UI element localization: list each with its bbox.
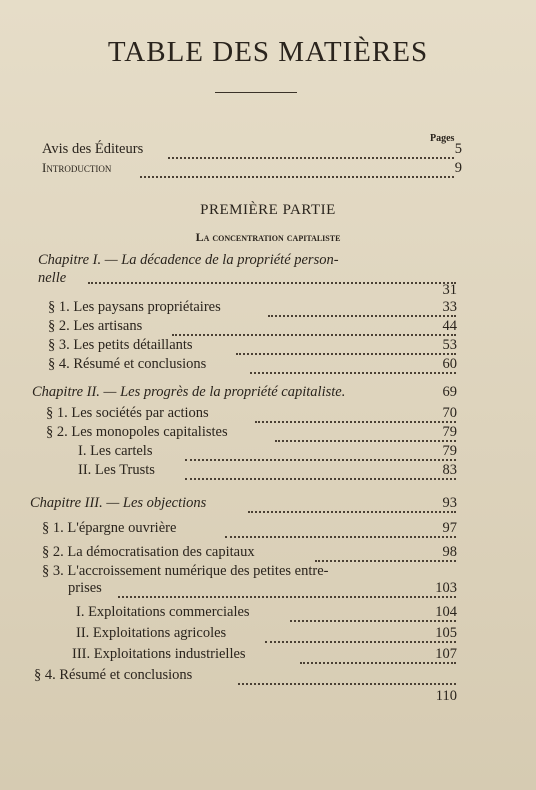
toc-entry-text: § 4. Résumé et conclusions — [48, 356, 207, 372]
dot-leader — [118, 596, 456, 598]
part-subtitle: La concentration capitaliste — [195, 230, 341, 244]
toc-page-number: 79 — [442, 424, 457, 440]
toc-subsection — [0, 604, 536, 626]
toc-page-row — [0, 688, 536, 710]
toc-page-number: 98 — [442, 544, 457, 560]
toc-entry-text: § 2. Les monopoles capitalistes — [46, 424, 228, 440]
toc-page-number: 53 — [442, 337, 457, 353]
toc-page-number: 104 — [435, 604, 457, 620]
toc-section — [0, 667, 536, 689]
toc-entry-text: Chapitre III. — Les objections — [30, 495, 207, 511]
toc-entry-text: prises — [68, 580, 102, 596]
toc-entry-text: I. Les cartels — [78, 443, 153, 459]
toc-section — [0, 356, 536, 378]
part-title: PREMIÈRE PARTIE — [200, 202, 336, 218]
toc-page-number: 69 — [442, 384, 457, 400]
dot-leader — [168, 157, 454, 159]
toc-section-cont — [0, 580, 536, 602]
page-title: TABLE DES MATIÈRES — [107, 36, 429, 68]
toc-entry-text: § 1. Les sociétés par actions — [46, 405, 209, 421]
toc-section — [0, 520, 536, 542]
toc-entry-text: § 3. Les petits détaillants — [48, 337, 193, 353]
toc-subsection — [0, 625, 536, 647]
toc-entry-text: II. Les Trusts — [78, 462, 155, 478]
toc-page-number: 107 — [435, 646, 457, 662]
dot-leader — [185, 459, 456, 461]
title-divider — [215, 92, 297, 93]
toc-page-number: 9 — [454, 160, 462, 176]
toc-page-number: 93 — [442, 495, 457, 511]
toc-chapter-3 — [0, 495, 536, 517]
toc-entry-text: § 2. La démocratisation des capitaux — [42, 544, 255, 560]
toc-entry-text: § 1. L'épargne ouvrière — [42, 520, 177, 536]
toc-entry-text: § 3. L'accroissement numérique des petites entre- — [42, 563, 329, 579]
toc-chapter-2 — [0, 384, 536, 406]
toc-page-number: 103 — [435, 580, 457, 596]
toc-entry-text: II. Exploitations agricoles — [76, 625, 227, 641]
toc-page-number: 44 — [442, 318, 457, 334]
toc-page-number: 97 — [442, 520, 457, 536]
toc-entry-text: nelle — [38, 270, 67, 286]
dot-leader — [140, 176, 454, 178]
toc-subsection — [0, 646, 536, 668]
toc-page-number: 33 — [442, 299, 457, 315]
toc-entry-text: Avis des Éditeurs — [42, 141, 144, 157]
toc-page-number: 60 — [442, 356, 457, 372]
toc-page-number: 70 — [442, 405, 457, 421]
dot-leader — [238, 683, 456, 685]
toc-entry-text: Introduction — [42, 160, 112, 175]
toc-page-number: 83 — [442, 462, 457, 478]
toc-entry-text: § 4. Résumé et conclusions — [34, 667, 193, 683]
toc-entry-text: Chapitre II. — Les progrès de la propriété capitaliste. — [32, 384, 346, 400]
toc-entry-text: III. Exploitations industrielles — [72, 646, 246, 662]
dot-leader — [172, 334, 456, 336]
toc-entry-introduction — [0, 160, 536, 182]
pages-column-header: Pages — [430, 133, 455, 144]
toc-page-number: 31 — [442, 282, 457, 298]
dot-leader — [185, 478, 456, 480]
toc-page-number: 105 — [435, 625, 457, 641]
toc-subsection — [0, 462, 536, 484]
toc-entry-text: § 1. Les paysans propriétaires — [48, 299, 221, 315]
toc-page-number: 79 — [442, 443, 457, 459]
toc-entry-text: I. Exploitations commerciales — [76, 604, 250, 620]
toc-entry-text: Chapitre I. — La décadence de la propriété person- — [38, 252, 339, 268]
toc-entry-text: § 2. Les artisans — [48, 318, 143, 334]
toc-page-number: 5 — [454, 141, 462, 157]
toc-page-number: 110 — [435, 688, 457, 704]
